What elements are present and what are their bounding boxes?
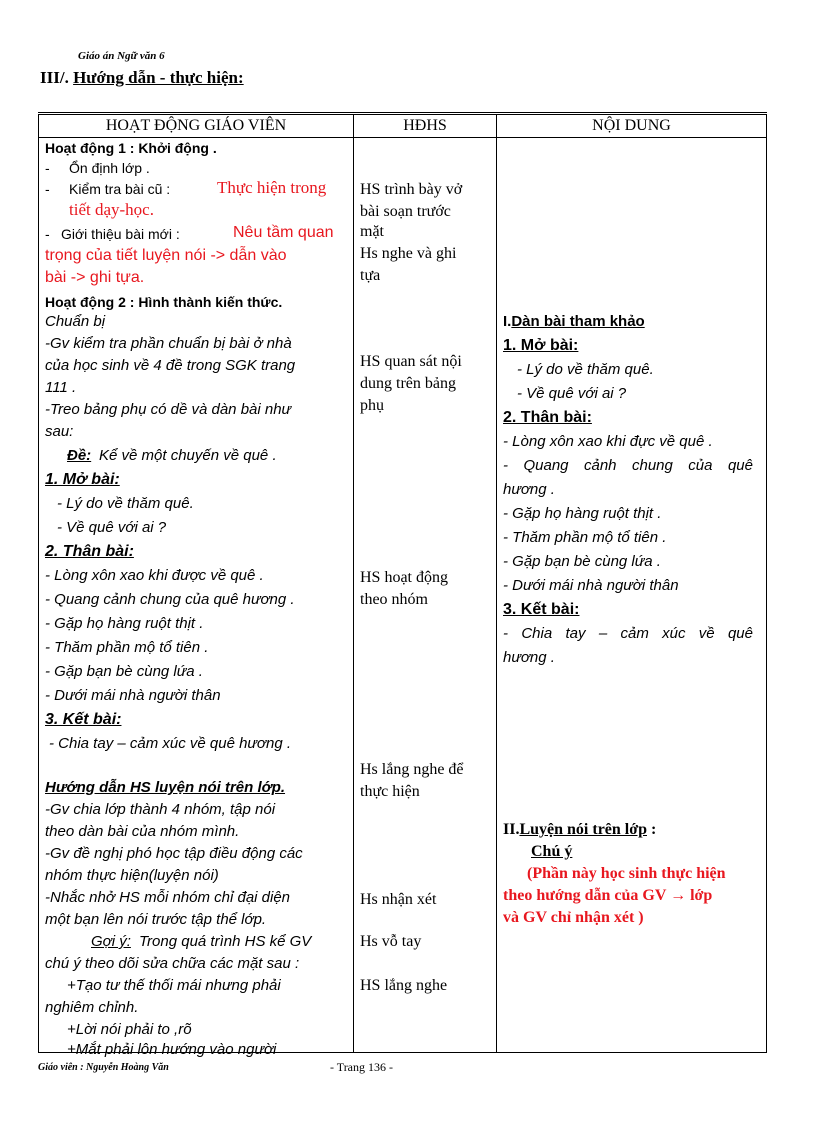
student-activity: thực hiện bbox=[360, 783, 420, 800]
hd1-item1: Ổn định lớp . bbox=[69, 160, 150, 176]
student-activity: HS lắng nghe bbox=[360, 977, 448, 994]
hd1-item2-red-a: Thực hiện trong bbox=[217, 178, 327, 197]
teacher-column bbox=[39, 138, 354, 1058]
ket-bai-heading: 3. Kết bài: bbox=[45, 711, 122, 728]
student-activity: Hs nghe và ghi bbox=[360, 245, 457, 262]
hd1-title: Hoạt động 1 : Khởi động . bbox=[45, 140, 217, 156]
student-activity: Hs nhận xét bbox=[360, 891, 437, 908]
hint-item: +Mắt phải lôn hướng vào người bbox=[67, 1041, 277, 1058]
outline-item: - Lý do về thăm quê. bbox=[57, 495, 194, 512]
note-line: theo hướng dẫn của GV → lớp bbox=[503, 887, 713, 904]
student-activity: HS hoạt động bbox=[360, 569, 448, 586]
guide-line: -Gv đề nghị phó học tập điều động các bbox=[45, 845, 303, 862]
outline-item: - Thăm phần mộ tổ tiên . bbox=[503, 529, 667, 546]
student-activity: Hs lắng nghe để bbox=[360, 761, 464, 778]
outline-item: hương . bbox=[503, 481, 555, 498]
hint-item: +Tạo tư thế thối mái nhưng phải bbox=[67, 977, 281, 994]
outline-item: - Gặp họ hàng ruột thịt . bbox=[503, 505, 662, 522]
outline-item: - Gặp bạn bè cùng lứa . bbox=[45, 663, 203, 680]
outline-item: - Quang cảnh chung của quê bbox=[503, 457, 753, 474]
content-column bbox=[497, 138, 767, 1053]
student-column bbox=[354, 138, 497, 1053]
outline-item: - Gặp họ hàng ruột thịt . bbox=[45, 615, 204, 632]
student-activity: HS quan sát nội bbox=[360, 353, 462, 370]
lesson-table bbox=[38, 112, 767, 1058]
outline-item: - Dưới mái nhà người thân bbox=[503, 577, 679, 594]
header-teacher: HOẠT ĐỘNG GIÁO VIÊN bbox=[39, 114, 354, 138]
prep-label: Chuẩn bị bbox=[45, 313, 106, 330]
topic-label: Đề: bbox=[67, 447, 92, 464]
outline-item: - Thăm phần mộ tổ tiên . bbox=[45, 639, 209, 656]
topic-text: Kể về một chuyến về quê . bbox=[99, 447, 277, 464]
section-heading bbox=[40, 68, 244, 88]
outline-item: - Chia tay – cảm xúc về quê bbox=[503, 625, 753, 642]
hd1-dash: - bbox=[45, 181, 50, 197]
outline-item: hương . bbox=[503, 649, 555, 666]
hint-label: Gợi ý: bbox=[91, 933, 131, 950]
student-activity: mặt bbox=[360, 223, 384, 240]
guide-line: -Gv chia lớp thành 4 nhóm, tập nói bbox=[45, 801, 276, 818]
section-number: III/. bbox=[40, 68, 69, 87]
hd1-dash: - bbox=[45, 226, 50, 242]
part2-title: Luyện nói trên lớp bbox=[519, 821, 647, 838]
hint-item: nghiêm chỉnh. bbox=[45, 999, 139, 1016]
hint-line: chú ý theo dõi sửa chữa các mặt sau : bbox=[45, 955, 300, 972]
outline-item: - Gặp bạn bè cùng lứa . bbox=[503, 553, 661, 570]
outline-item: - Chia tay – cảm xúc về quê hương . bbox=[49, 735, 292, 752]
hd1-item2-red-b: tiết dạy-học. bbox=[69, 200, 154, 219]
note-label: Chú ý bbox=[531, 843, 573, 860]
part1-heading bbox=[503, 312, 645, 332]
student-activity: phụ bbox=[360, 397, 384, 414]
student-activity: HS trình bày vở bbox=[360, 181, 463, 198]
footer-page-number: - Trang 136 - bbox=[330, 1060, 394, 1074]
note-line: (Phần này học sinh thực hiện bbox=[527, 865, 726, 882]
doc-title: Giáo án Ngữ văn 6 bbox=[78, 50, 165, 62]
outline-item: - Lòng xôn xao khi đực về quê . bbox=[503, 433, 713, 450]
part2-colon: : bbox=[647, 821, 657, 838]
outline-item: - Lý do về thăm quê. bbox=[517, 361, 654, 378]
note-line: và GV chỉ nhận xét ) bbox=[503, 909, 644, 926]
hd1-item3-label: Giới thiệu bài mới : bbox=[61, 226, 180, 242]
student-activity: Hs vỗ tay bbox=[360, 933, 422, 950]
part1-number: I. bbox=[503, 313, 512, 330]
mo-bai-heading: 1. Mở bài: bbox=[503, 337, 579, 354]
student-activity: dung trên bảng bbox=[360, 375, 456, 392]
hd1-item3-red-b: trọng của tiết luyện nói -> dẫn vào bbox=[45, 247, 287, 264]
guide-line: nhóm thực hiện(luyện nói) bbox=[45, 867, 219, 884]
outline-item: - Về quê với ai ? bbox=[57, 519, 167, 536]
header-content: NỘI DUNG bbox=[497, 114, 767, 138]
prep-line: của học sinh về 4 đề trong SGK trang bbox=[45, 357, 296, 374]
hd2-title: Hoạt động 2 : Hình thành kiến thức. bbox=[45, 294, 283, 310]
ket-bai-heading: 3. Kết bài: bbox=[503, 601, 580, 618]
outline-item: - Quang cảnh chung của quê hương . bbox=[45, 591, 295, 608]
part2-heading bbox=[503, 820, 656, 840]
prep-line: -Treo bảng phụ có dề và dàn bài như bbox=[45, 401, 292, 418]
outline-item: - Về quê với ai ? bbox=[517, 385, 627, 402]
footer-teacher: Giáo viên : Nguyễn Hoàng Văn bbox=[38, 1062, 169, 1073]
prep-line: 111 . bbox=[45, 379, 77, 396]
hint-item: +Lời nói phải to ,rõ bbox=[67, 1021, 192, 1038]
hd1-item2-label: Kiểm tra bài cũ : bbox=[69, 181, 171, 197]
hd1-dash: - bbox=[45, 160, 50, 176]
table-header-row bbox=[39, 114, 767, 138]
hd1-item3-red-a: Nêu tầm quan bbox=[233, 224, 334, 241]
hint-line: Trong quá trình HS kể GV bbox=[139, 933, 312, 950]
prep-line: sau: bbox=[45, 423, 74, 440]
outline-item: - Dưới mái nhà người thân bbox=[45, 687, 221, 704]
student-activity: theo nhóm bbox=[360, 591, 428, 608]
guide-line: -Nhắc nhở HS mỗi nhóm chỉ đại diện bbox=[45, 889, 291, 906]
mo-bai-heading: 1. Mở bài: bbox=[45, 471, 120, 488]
guide-title: Hướng dẫn HS luyện nói trên lớp. bbox=[45, 779, 286, 796]
than-bai-heading: 2. Thân bài: bbox=[503, 409, 592, 426]
prep-line: -Gv kiểm tra phần chuẩn bị bài ở nhà bbox=[45, 335, 292, 352]
guide-line: theo dàn bài của nhóm mình. bbox=[45, 823, 240, 840]
part1-title: Dàn bài tham khảo bbox=[511, 313, 645, 330]
outline-item: - Lòng xôn xao khi được về quê . bbox=[45, 567, 264, 584]
hd1-item3-red-c: bài -> ghi tựa. bbox=[45, 269, 145, 286]
guide-line: một bạn lên nói trước tập thể lớp. bbox=[45, 911, 267, 928]
table-body-row bbox=[39, 138, 767, 1053]
than-bai-heading: 2. Thân bài: bbox=[45, 543, 134, 560]
section-title: Hướng dẫn - thực hiện: bbox=[73, 68, 244, 87]
part2-number: II. bbox=[503, 821, 520, 838]
header-student: HĐHS bbox=[354, 114, 497, 138]
student-activity: tựa bbox=[360, 267, 381, 284]
student-activity: bài soạn trước bbox=[360, 203, 451, 220]
